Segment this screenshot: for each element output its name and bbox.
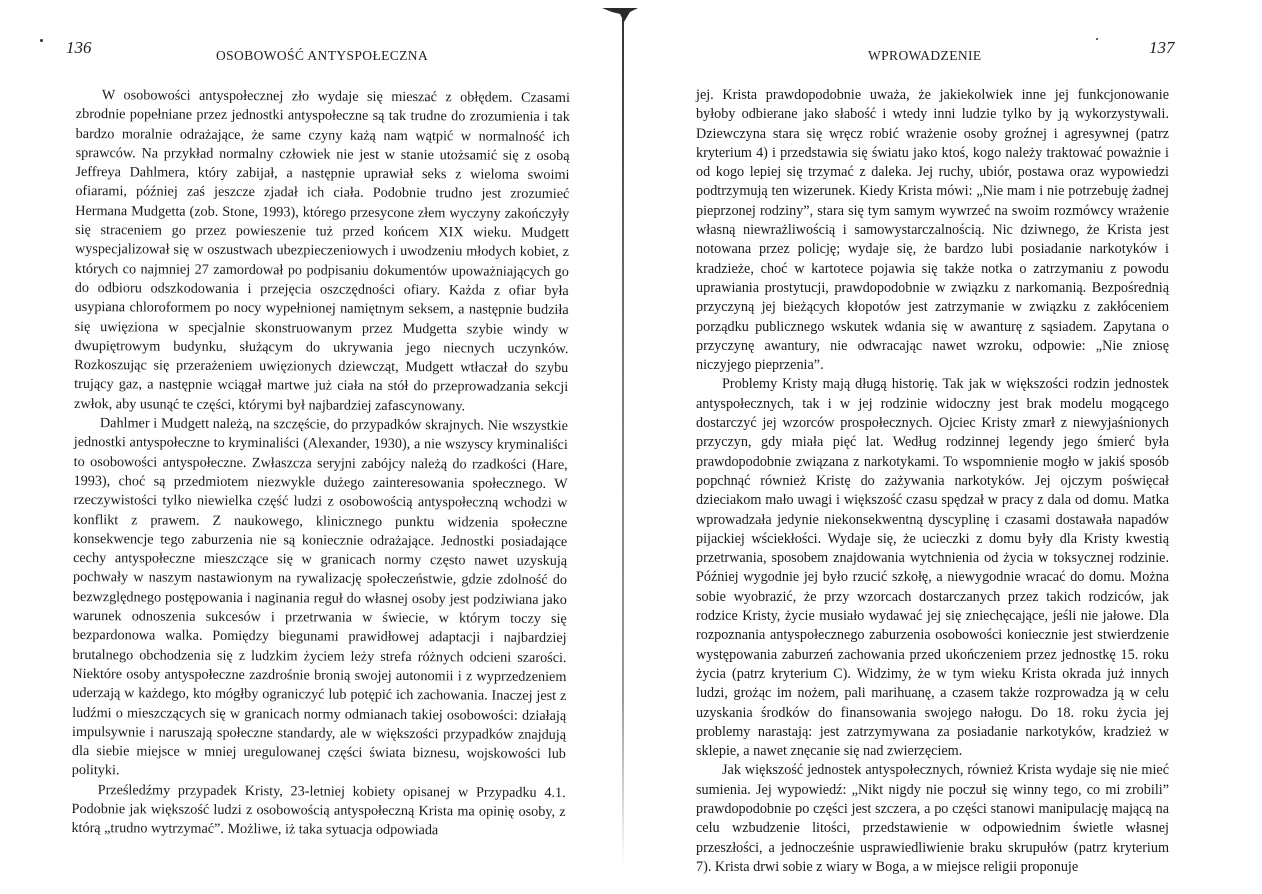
paragraph: Problemy Kristy mają długą historię. Tak jak w większości rodzin jednostek antyspołecznych, tak i w jej rodzinie widoczny jest brak modelu mogącego dostarczyć jej wzorców prospołecznych. Ojciec Kristy zmarł z niewyjaśnionych przyczyn, gdy miała pięć lat. Według rodzinnej legendy jego śmierć była prawdopodobnie związana z narkotykami. To wspomnienie mogło w jakiś sposób popchnąć również Kristę do zażywania narkotyków. Jej ojczym poświęcał dzieciakom mało uwagi i większość czasu spędzał w pracy z dala od domu. Matka wprowadzała jedynie niekonsekwentną dyscyplinę i czasami dostawała napadów pijackiej wściekłości. Wydaje się, że ucieczki z domu były dla Kristy kwestią przetrwania, sposobem znajdowania wytchnienia od życia w toksycznej rodzinie. Później wygodnie jej było rzucić szkołę, a niewygodnie wracać do domu. Można sobie wyobrazić, że przy wzorcach dostarczanych przez takich rodziców, jak rodzice Kristy, życie musiało wydawać jej się zniechęcające, jeśli nie jałowe. Dla rozpoznania antyspołecznego zaburzenia osobowości koniecznie jest stwierdzenie występowania zaburzeń zachowania przed ukończeniem przez jednostkę 15. roku życia (patrz kryterium C). Widzimy, że w tym wieku Krista okrada już innych ludzi, grożąc im nożem, pali marihuanę, a czasem także rozprowadza ją w celu uzyskania środków do finansowania swojego nałogu. Do 18. roku życia jej problemy narastają: jest zatrzymywana za posiadanie narkotyków, kradzież w sklepie, a nawet znęcanie się nad zwierzęciem. xyxy=(696,376,1169,760)
book-gutter xyxy=(622,16,624,866)
body-text xyxy=(71,86,570,842)
paragraph: Dahlmer i Mudgett należą, na szczęście, do przypadków skrajnych. Nie wszystkie jednostki antyspołeczne to kryminaliści (Alexander, 1930), a nie wszyscy kryminaliści to osobowości antyspołeczne. Zwłaszcza seryjni zabójcy należą do rzadkości (Hare, 1993), choć są przedmiotem niezwykle dużego zainteresowania społecznego. W rzeczywistości tylko niewielka część ludzi z osobowością antyspołeczną wchodzi w konflikt z prawem. Z naukowego, klinicznego punktu widzenia społeczne konsekwencje tego zaburzenia nie są koniecznie odrażające. Jednostki posiadające cechy antyspołeczne mieszczące się w granicach normy często nawet uzyskują pochwały w naszym nastawionym na rywalizację społeczeństwie, gdzie zdolność do bezwzględnego postępowania i naginania reguł do własnej osoby jest podziwiana jako warunek odnoszenia sukcesów i przetrwania w świecie, w którym toczy się bezpardonowa walka. Pomiędzy biegunami prawidłowej adaptacji i najbardziej brutalnego obchodzenia się z ludzkim życiem leży strefa różnych odcieni szarości. Niektóre osoby antyspołeczne zazdrośnie bronią swojej autonomii i z wyprzedzeniem uderzają w każdego, kto mógłby ograniczyć lub potępić ich zachowania. Inaczej jest z ludźmi o mieszczących się w granicach normy odmianach takiej osobowości: działają impulsywnie i naruszają społeczne standardy, ale w większości przypadków znajdują dla siebie miejsce w mniej uregulowanej części świata biznesu, wojskowości lub polityki. xyxy=(71,415,568,779)
paragraph: W osobowości antyspołecznej zło wydaje się mieszać z obłędem. Czasami zbrodnie popełniane przez jednostki antyspołeczne są tak trudne do zrozumienia i tak bardzo moralnie odrażające, że same czyny każą nam wątpić w normalność ich sprawców. Na przykład normalny człowiek nie jest w stanie utożsamić się z osobą Jeffreya Dahlmera, który zabijał, a następnie uprawiał seks z wieloma swoimi ofiarami, później zaś jeszcze zjadał ich ciała. Podobnie trudno jest zrozumieć Hermana Mudgetta (zob. Stone, 1993), którego przesycone złem wyczyny zakończyły się straceniem go przez powieszenie tuż przed końcem XIX wieku. Mudgett wyspecjalizował się w oszustwach ubezpieczeniowych i uwodzeniu młodych kobiet, z których co najmniej 27 zamordował po podpisaniu dokumentów upoważniających go do odbioru odszkodowania i przejęcia oszczędności ofiary. Każda z ofiar była usypiana chloroformem po nocy wypełnionej namiętnym seksem, a następnie budziła się uwięziona w specjalnie skonstruowanym przez Mudgetta szybie windy w dwupiętrowym budynku, służącym do ukrywania jego niecnych uczynków. Rozkoszując się przerażeniem uwięzionych dziewcząt, Mudgett wtłaczał do szybu trujący gaz, a następnie wciągał martwe już ciała na stół do przeprowadzania sekcji zwłok, aby usunąć te części, którymi był najbardziej zafascynowany. xyxy=(74,87,570,415)
running-head: WPROWADZENIE xyxy=(868,48,982,63)
paragraph: Prześledźmy przypadek Kristy, 23-letniej kobiety opisanej w Przypadku 4.1. Podobnie jak większość ludzi z osobowością antyspołeczną Krista ma opinię osoby, z którą „trudno wytrzymać”. Możliwe, iż taka sytuacja odpowiada xyxy=(71,781,566,839)
left-page xyxy=(0,0,610,894)
paragraph: jej. Krista prawdopodobnie uważa, że jakiekolwiek inne jej funkcjonowanie byłoby odbierane jako słabość i wtedy inni ludzie tylko by ją wykorzystywali. Dziewczyna stara się wręcz robić wrażenie osoby groźnej i agresywnej (patrz kryterium 4) i przedstawia się światu jako ktoś, kogo należy traktować poważnie i od kogo lepiej się trzymać z daleka. Jej ruchy, ubiór, postawa oraz wypowiedzi podtrzymują ten wizerunek. Kiedy Krista mówi: „Nie mam i nie potrzebuję żadnej pieprzonej rodziny”, stara się tym samym wywrzeć na swoim rozmówcy wrażenie własną niewrażliwością i samowystarczalnością. Nic dziwnego, że Krista jest notowana przez policję; wydaje się, że bardzo lubi posiadanie narkotyków i kradzieże, choć w kartotece pojawia się także notka o zatrzymaniu z powodu uprawiania prostytucji, prawdopodobnie w związku z narkomanią. Bezpośrednią przyczyną jej bieżących kłopotów jest zatrzymanie w związku z zakłóceniem porządku publicznego wskutek wdania się w awanturę z sąsiadem. Zapytana o przyczynę awantury, nie odwracając nawet wzroku, odpowie: „Nie zniosę niczyjego pieprzenia”. xyxy=(696,87,1169,374)
scan-speck xyxy=(40,39,43,42)
running-head: OSOBOWOŚĆ ANTYSPOŁECZNA xyxy=(216,48,429,63)
body-text xyxy=(696,86,1169,877)
page-number: 136 xyxy=(66,38,92,57)
page-number: 137 xyxy=(1149,38,1175,57)
paragraph: Jak większość jednostek antyspołecznych, również Krista wydaje się nie mieć sumienia. Jej wypowiedź: „Nikt nigdy nie poczuł się winny tego, co mi zrobili” prawdopodobnie po części jest szczera, a po części stanowi manipulację mającą na celu wzbudzenie litości, przedstawienie w odpowiednim świetle własnej przeszłości, a jednocześnie usprawiedliwienie braku skrupułów (patrz kryterium 7). Krista drwi sobie z wiary w Boga, a w miejsce religii proponuje xyxy=(696,762,1169,875)
right-page xyxy=(630,0,1262,894)
